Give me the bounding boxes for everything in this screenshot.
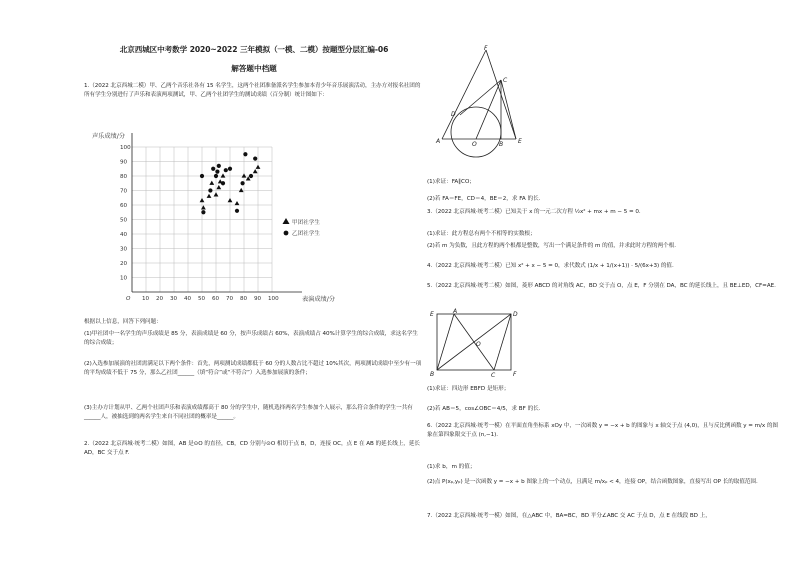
q1-part-2: (2)入选参加展演的社团需满足以下两个条件：首先，两项测试成绩都低于 60 分的人数占比不超过 10%其次，两项测试成绩中至少有一项的平均成绩不低于 75 分，那么乙社团______（填“符合”或“不符合”）入选参加展演的条件； (84, 361, 422, 376)
q5-part-1: (1)求证：四边形 EBFD 是矩形； (427, 386, 510, 392)
q6-intro: 6.（2022 北京西城·统考一模）在平面直角坐标系 xOy 中，一次函数 y = −x + b 的图象与 x 轴交于点 (4,0)，且与反比例函数 y = m/x 的图象在第四象限交于点 (n,−1). (427, 423, 778, 438)
legend-triangle-marker (283, 218, 290, 224)
y-tick-label: 80 (120, 174, 128, 180)
data-point-circle (243, 152, 247, 156)
data-point-triangle (214, 192, 219, 196)
x-tick-label: 60 (212, 296, 220, 302)
data-point-circle (211, 167, 215, 171)
legend-series-1: 甲团社学生 (292, 220, 320, 226)
data-point-circle (200, 174, 204, 178)
x-tick-label: 40 (184, 296, 192, 302)
x-tick-label: 10 (142, 296, 150, 302)
q2-part-1: (1)求证：FA∥CO； (427, 179, 475, 185)
x-tick-label: 70 (226, 296, 234, 302)
x-tick-label: 100 (268, 296, 279, 302)
data-point-circle (217, 164, 221, 168)
label-c: C (503, 77, 508, 84)
label-d: D (451, 111, 456, 118)
label-b2: B (430, 371, 435, 378)
q2-part-2: (2)若 FA＝FE，CD＝4，BE＝2，求 FA 的长. (427, 196, 541, 202)
data-point-circle (249, 174, 253, 178)
data-point-circle (208, 188, 212, 192)
y-axis-label: 声乐成绩/分 (92, 133, 126, 140)
legend-series-2: 乙团社学生 (292, 231, 320, 237)
circle-tangent-figure (430, 44, 530, 174)
chart-ticks (120, 145, 279, 302)
data-point-triangle (207, 194, 212, 198)
q1-part-3: (3)主办方计划从甲、乙两个社团声乐和表演成绩都高于 80 分的学生中，随机选择两名学生参加个人展示，那么符合条件的学生一共有______人，被抽选到的两名学生来自不同社团的概率是______。 (84, 405, 413, 420)
y-tick-label: 50 (120, 217, 128, 224)
data-point-circle (253, 157, 257, 161)
q4: 4.（2022 北京西城·统考二模）已知 x² + x − 5 = 0，求代数式 (1/x + 1/(x+1)) · 5/(6x+3) 的值. (427, 263, 674, 269)
data-point-triangle (235, 201, 240, 205)
q3-intro: 3.（2022 北京西城·统考二模）已知关于 x 的一元二次方程 ½x² + mx + m − 5 = 0. (427, 209, 641, 215)
label-e: E (518, 138, 522, 145)
data-point-circle (224, 168, 228, 172)
data-point-triangle (216, 185, 221, 189)
data-point-circle (201, 210, 205, 214)
q5-part-2: (2)若 AB＝5，cos∠OBC＝4/5，求 BF 的长. (427, 406, 541, 412)
rhombus-rectangle-figure (427, 308, 527, 378)
x-tick-label: 80 (240, 296, 248, 302)
x-tick-label: 50 (198, 296, 206, 302)
label-f: F (484, 45, 488, 52)
chart-axes (132, 133, 302, 292)
data-point-circle (214, 174, 218, 178)
y-tick-label: 60 (120, 203, 128, 209)
x-tick-label: 30 (170, 296, 178, 302)
q6-part-1: (1)求 b，m 的值； (427, 464, 476, 470)
q3-part-2: (2)若 m 为负数，且此方程的两个根都是整数，写出一个满足条件的 m 的值，并求此时方程的两个根. (427, 243, 676, 249)
x-axis-label: 表演成绩/分 (302, 296, 336, 303)
q2-intro: 2.（2022 北京西城·统考二模）如图，AB 是⊙O 的直径，CB，CD 分别与⊙O 相切于点 B，D，连接 OC，点 E 在 AB 的延长线上，延长 AD，BC 交于点 F. (84, 441, 420, 456)
q1-part-1: (1)甲社团中一名学生的声乐成绩是 85 分，表演成绩是 60 分，按声乐成绩占 60%，表演成绩占 40%计算学生的综合成绩，求这名学生的综合成绩； (84, 331, 418, 346)
data-point-triangle (209, 181, 214, 185)
data-point-triangle (221, 173, 226, 177)
data-point-triangle (239, 188, 244, 192)
q7-intro: 7.（2022 北京西城·统考一模）如图，在△ABC 中，BA=BC，BD 平分∠ABC 交 AC 于点 D，点 E 在线段 BD 上， (427, 513, 711, 519)
y-tick-label: 30 (120, 246, 128, 253)
data-point-circle (215, 170, 219, 174)
q1-intro: 1.（2022 北京西城二模）甲、乙两个音乐社各有 15 名学生，这两个社团准备派名学生参加本青少年音乐展演活动，主办方对报名社团的所有学生分别进行了声乐和表演两项测试，甲、乙两个社团学生的测试成绩（百分制）统计图如下： (84, 83, 421, 98)
data-point-circle (241, 181, 245, 185)
q1-after-chart: 根据以上信息，回答下列问题： (84, 319, 162, 325)
document-title: 北京西城区中考数学 2020~2022 三年模拟（一模、二模）按题型分层汇编-06 (119, 45, 389, 54)
data-point-triangle (201, 205, 206, 209)
scatter-chart (88, 128, 358, 310)
chart-grid (132, 147, 272, 292)
label-a2: A (453, 308, 458, 315)
label-c2: C (491, 372, 496, 378)
y-tick-label: 100 (120, 145, 131, 151)
q5-intro: 5.（2022 北京西城·统考二模）如图，菱形 ABCD 的对角线 AC，BD 交于点 O，点 E，F 分别在 DA，BC 的延长线上，且 BE⊥ED，CF=AE. (427, 283, 776, 289)
data-point-triangle (256, 165, 261, 169)
y-tick-label: 90 (120, 159, 128, 166)
label-e2: E (430, 311, 434, 318)
data-point-triangle (242, 173, 247, 177)
label-a: A (436, 138, 441, 145)
data-point-circle (221, 181, 225, 185)
label-d2: D (513, 311, 518, 318)
data-point-circle (228, 167, 232, 171)
data-point-triangle (228, 198, 233, 202)
data-point-triangle (200, 198, 205, 202)
q6-part-2: (2)点 P(xₚ,yₚ) 是一次函数 y = −x + b 图象上的一个动点，且满足 m/xₚ < 4，连接 OP，结合函数图象，直接写出 OP 长的取值范围. (427, 479, 758, 485)
y-tick-label: 20 (120, 261, 128, 267)
data-point-triangle (253, 169, 258, 173)
label-f2: F (513, 371, 517, 378)
y-tick-label: 70 (120, 188, 128, 195)
x-tick-label: 20 (156, 296, 164, 302)
x-tick-label: 90 (254, 296, 262, 302)
document-subtitle: 解答题中档题 (231, 64, 277, 73)
legend-circle-marker (284, 231, 289, 236)
chart-legend (283, 218, 321, 237)
label-o2: O (476, 341, 481, 348)
label-o: O (472, 141, 477, 148)
y-tick-label: 40 (120, 232, 128, 238)
label-b: B (499, 141, 504, 148)
y-tick-label: 10 (120, 275, 128, 282)
data-point-circle (235, 209, 239, 213)
q3-part-1: (1)求证：此方程总有两个不相等的实数根； (427, 231, 536, 237)
origin-label: O (126, 296, 131, 302)
